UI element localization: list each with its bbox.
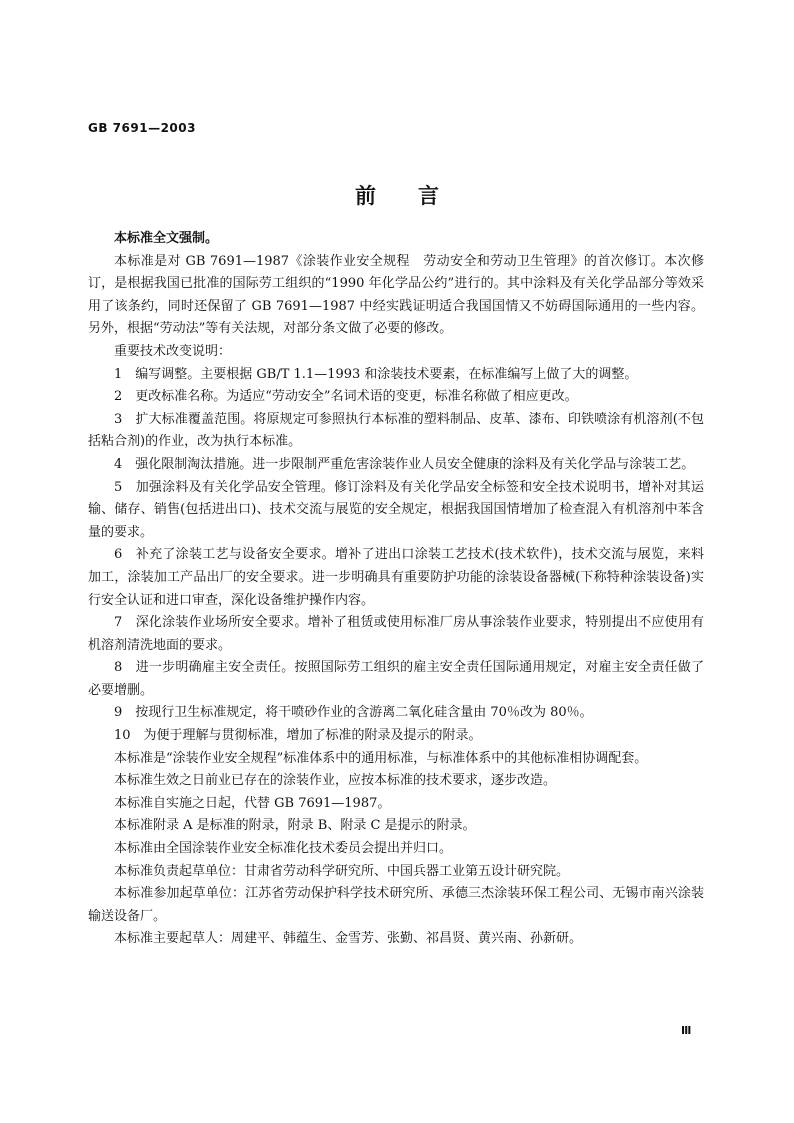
participants-paragraph: 本标准参加起草单位：江苏省劳动保护科学技术研究所、承德三杰涂装环保工程公司、无锡市南兴涂装输送设备厂。 [88, 886, 704, 924]
transition-paragraph: 本标准生效之日前业已存在的涂装作业，应按本标准的技术要求，逐步改造。 [114, 773, 557, 789]
change-item-10: 10 为便于理解与贯彻标准，增加了标准的附录及提示的附录。 [114, 728, 482, 744]
annexes-paragraph: 本标准附录 A 是标准的附录，附录 B、附录 C 是提示的附录。 [114, 818, 476, 834]
document-body [88, 228, 704, 951]
mandatory-note: 本标准全文强制。 [114, 231, 219, 246]
change-item-9: 9 按现行卫生标准规定，将干喷砂作业的含游离二氧化硅含量由 70％改为 80％。 [114, 705, 593, 721]
drafters-paragraph: 本标准主要起草人：周建平、韩蕴生、金雪芳、张勤、祁昌贤、黄兴南、孙新研。 [114, 931, 583, 947]
intro-paragraph: 本标准是对 GB 7691—1987《涂装作业安全规程 劳动安全和劳动卫生管理》的首次修订。本次修订，是根据我国已批准的国际劳工组织的“1990 年化学品公约”进行的。其中涂料及有关化学品部分等效采用了该条约，同时还保留了 GB 7691—1987 中经实践证明适合我国国情又不妨碍国际通用的一些内容。另外，根据“劳动法”等有关法规，对部分条文做了必要的修改。 [88, 253, 704, 337]
change-item-3: 3 扩大标准覆盖范围。将原规定可参照执行本标准的塑料制品、皮革、漆布、印铁喷涂有机溶剂(不包括粘合剂)的作业，改为执行本标准。 [88, 411, 704, 450]
page-number: Ⅲ [681, 1024, 692, 1037]
change-item-8: 8 进一步明确雇主安全责任。按照国际劳工组织的雇主安全责任国际通用规定，对雇主安全责任做了必要增删。 [88, 660, 704, 698]
change-item-5: 5 加强涂料及有关化学品安全管理。修订涂料及有关化学品安全标签和安全技术说明书，增补对其运输、储存、销售(包括进出口)、技术交流与展览的安全规定，根据我国国情增加了检查混入有机溶剂中苯含量的要求。 [88, 479, 704, 540]
proposer-paragraph: 本标准由全国涂装作业安全标准化技术委员会提出并归口。 [114, 841, 453, 857]
changes-heading: 重要技术改变说明： [114, 343, 232, 359]
change-item-6: 6 补充了涂装工艺与设备安全要求。增补了进出口涂装工艺技术(技术软件)，技术交流与展览，来料加工，涂装加工产品出厂的安全要求。进一步明确具有重要防护功能的涂装设备器械(下称特种涂装设备)实行安全认证和进口审查，深化设备维护操作内容。 [88, 547, 704, 608]
page-title: 前言 [355, 184, 481, 208]
change-item-4: 4 强化限制淘汰措施。进一步限制严重危害涂装作业人员安全健康的涂料及有关化学品与涂装工艺。 [114, 456, 695, 472]
standard-code: GB 7691—2003 [88, 121, 196, 135]
replaces-paragraph: 本标准自实施之日起，代替 GB 7691—1987。 [114, 795, 391, 811]
change-item-7: 7 深化涂装作业场所安全要求。增补了租赁或使用标准厂房从事涂装作业要求，特别提出不应使用有机溶剂清洗地面的要求。 [88, 615, 704, 653]
change-item-2: 2 更改标准名称。为适应“劳动安全”名词术语的变更，标准名称做了相应更改。 [114, 389, 578, 405]
lead-drafter-paragraph: 本标准负责起草单位：甘肃省劳动科学研究所、中国兵器工业第五设计研究院。 [114, 863, 570, 879]
system-paragraph: 本标准是“涂装作业安全规程”标准体系中的通用标准，与标准体系中的其他标准相协调配套。 [114, 750, 648, 766]
change-item-1: 1 编写调整。主要根据 GB/T 1.1—1993 和涂装技术要素，在标准编写上做了大的调整。 [114, 366, 638, 382]
